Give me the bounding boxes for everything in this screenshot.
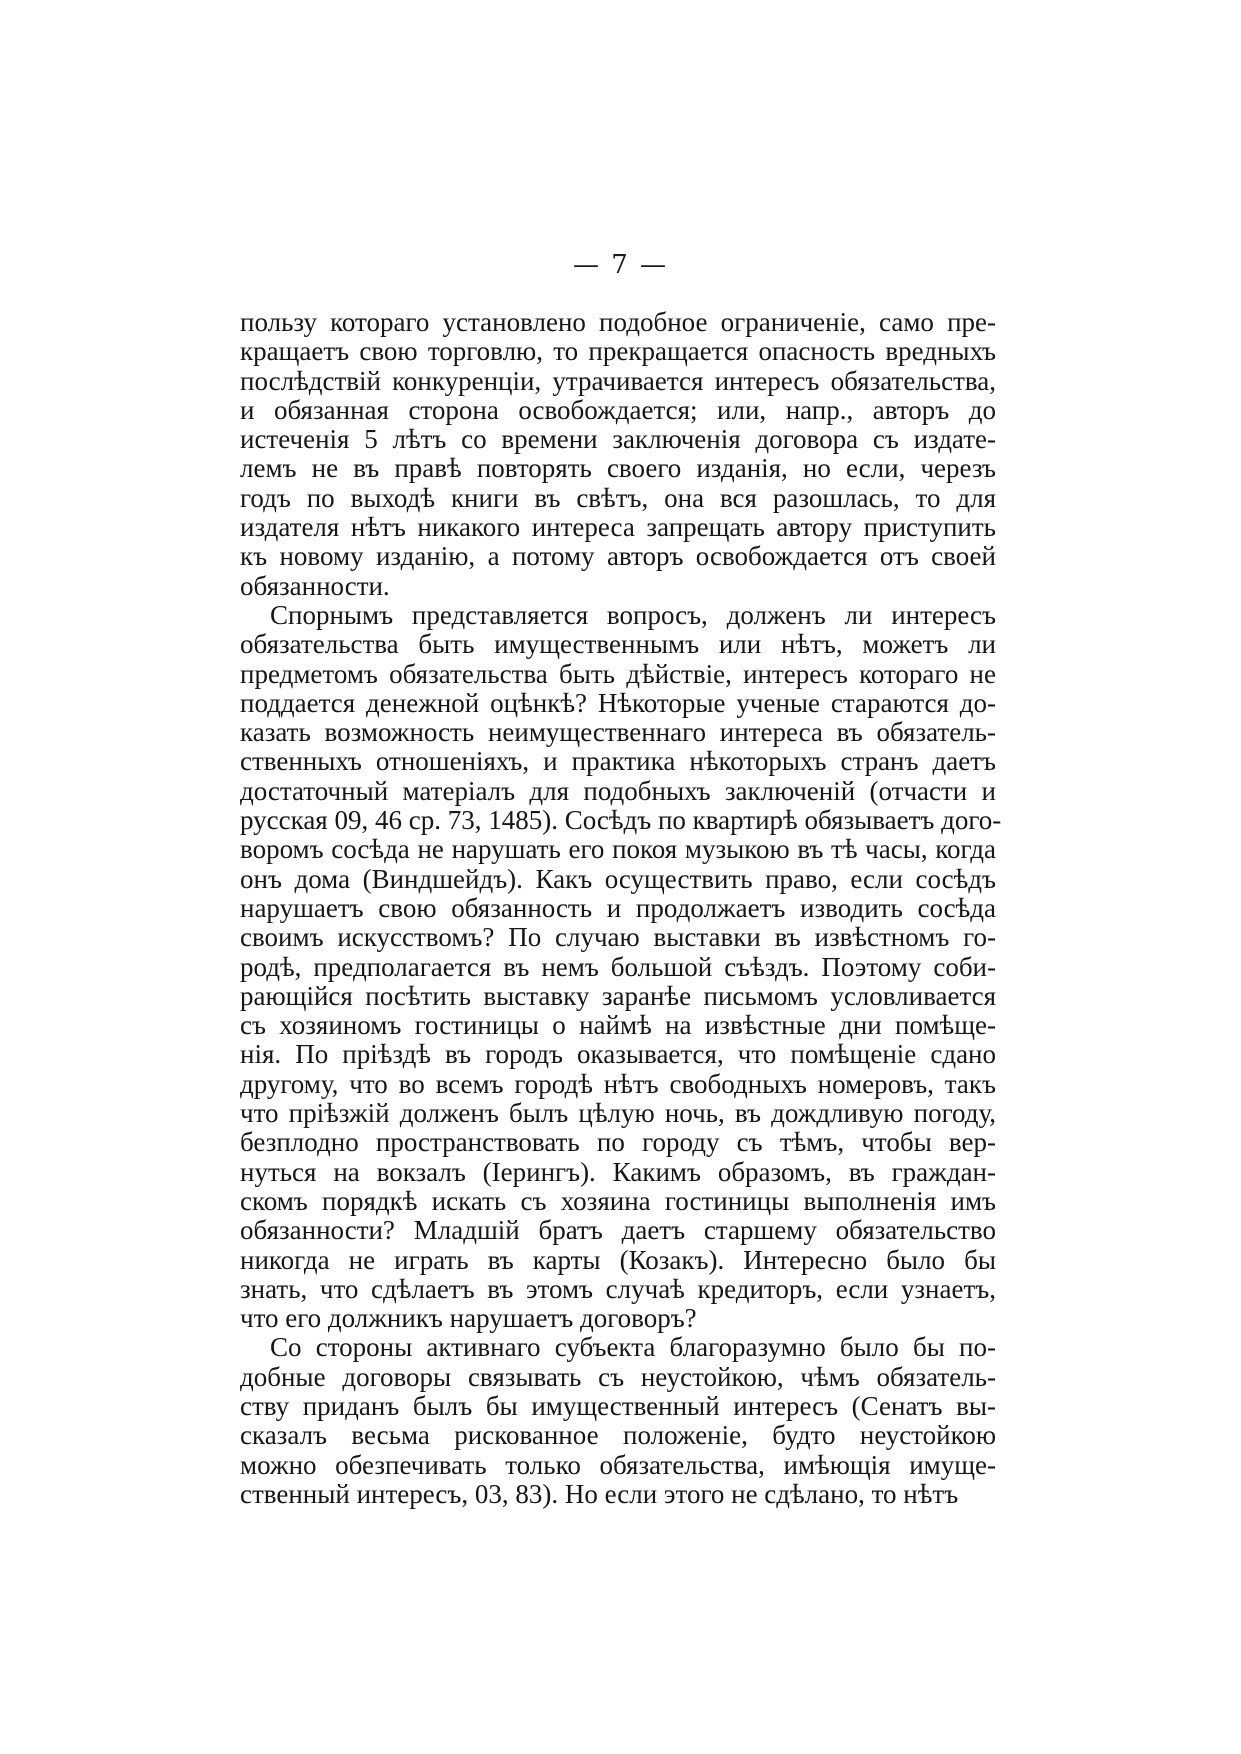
text-line: что пріѣзжій долженъ былъ цѣлую ночь, въ дождливую погоду, — [240, 1098, 996, 1129]
text-line: безплодно пространствовать по городу съ тѣмъ, чтобы вер- — [240, 1127, 996, 1158]
paragraph — [240, 308, 996, 601]
text-line: ственныхъ отношеніяхъ, и практика нѣкоторыхъ странъ даетъ — [240, 746, 996, 777]
text-line: рающійся посѣтить выставку заранѣе письмомъ условливается — [240, 980, 996, 1011]
text-line: другому, что во всемъ городѣ нѣтъ свободныхъ номеровъ, такъ — [240, 1068, 996, 1099]
text-line: воромъ сосѣда не нарушать его покоя музыкою въ тѣ часы, когда — [240, 834, 996, 865]
text-line: съ хозяиномъ гостиницы о наймѣ на извѣстные дни помѣще- — [240, 1010, 996, 1041]
text-line: издателя нѣтъ никакого интереса запрещать автору приступить — [240, 512, 996, 543]
text-line: обязанности. — [240, 570, 390, 601]
text-line: послѣдствій конкуренціи, утрачивается интересъ обязательства, — [240, 365, 996, 396]
text-line: предметомъ обязательства быть дѣйствіе, интересъ котораго не — [240, 658, 996, 689]
text-line: къ новому изданію, а потому авторъ освобождается отъ своей — [240, 541, 996, 572]
text-line: нія. По пріѣздѣ въ городъ оказывается, что помѣщеніе сдано — [240, 1039, 996, 1070]
page-number: — 7 — — [572, 250, 669, 280]
text-line: нуться на вокзалъ (Іерингъ). Какимъ образомъ, въ граждан- — [240, 1156, 996, 1187]
text-line: сказалъ весьма рискованное положеніе, будто неустойкою — [240, 1420, 996, 1451]
text-line: нарушаетъ свою обязанность и продолжаетъ изводить сосѣда — [240, 892, 996, 923]
text-line: истеченія 5 лѣтъ со времени заключенія договора съ издате- — [240, 424, 996, 455]
text-line: что его должникъ нарушаетъ договоръ? — [240, 1303, 697, 1334]
paragraph — [240, 599, 1002, 1334]
body-text — [240, 307, 1002, 1509]
text-line: никогда не играть въ карты (Козакъ). Интересно было бы — [240, 1244, 996, 1275]
text-line: кращаетъ свою торговлю, то прекращается опасность вредныхъ — [240, 336, 996, 367]
text-line: лемъ не въ правѣ повторять своего изданія, но если, черезъ — [240, 453, 996, 484]
text-line: Спорнымъ представляется вопросъ, долженъ ли интересъ — [270, 599, 996, 630]
text-line: скомъ порядкѣ искать съ хозяина гостиницы выполненія имъ — [240, 1185, 996, 1216]
text-line: можно обезпечивать только обязательства, имѣющія имуще- — [240, 1449, 996, 1480]
text-line: ству приданъ былъ бы имущественный интересъ (Сенатъ вы- — [240, 1390, 996, 1421]
text-line: обязанности? Младшій братъ даетъ старшему обязательство — [240, 1215, 996, 1246]
text-line: Со стороны активнаго субъекта благоразумно было бы по- — [270, 1332, 996, 1363]
text-line: знать, что сдѣлаетъ въ этомъ случаѣ кредиторъ, если узнаетъ, — [240, 1273, 996, 1304]
text-line: поддается денежной оцѣнкѣ? Нѣкоторые ученые стараются до- — [240, 687, 996, 718]
text-line: онъ дома (Виндшейдъ). Какъ осуществить право, если сосѣдъ — [240, 863, 996, 894]
text-line: обязательства быть имущественнымъ или нѣтъ, можетъ ли — [240, 629, 996, 660]
text-line: родѣ, предполагается въ немъ большой съѣздъ. Поэтому соби- — [240, 951, 996, 982]
text-line: достаточный матеріалъ для подобныхъ заключеній (отчасти и — [240, 775, 996, 806]
text-line: добные договоры связывать съ неустойкою, чѣмъ обязатель- — [240, 1361, 996, 1392]
paragraph — [240, 1333, 996, 1509]
text-line: ственный интересъ, 03, 83). Но если этого не сдѣлано, то нѣтъ — [240, 1478, 959, 1509]
text-line: русская 09, 46 ср. 73, 1485). Сосѣдъ по квартирѣ обязываетъ дого- — [240, 805, 1002, 836]
text-line: годъ по выходѣ книги въ свѣтъ, она вся разошлась, то для — [240, 482, 996, 513]
text-line: пользу котораго установлено подобное ограниченіе, само пре- — [240, 307, 996, 337]
text-line: и обязанная сторона освобождается; или, напр., авторъ до — [240, 394, 996, 425]
text-line: своимъ искусствомъ? По случаю выставки въ извѣстномъ го- — [240, 922, 996, 953]
text-line: казать возможность неимущественнаго интереса въ обязатель- — [240, 717, 996, 748]
